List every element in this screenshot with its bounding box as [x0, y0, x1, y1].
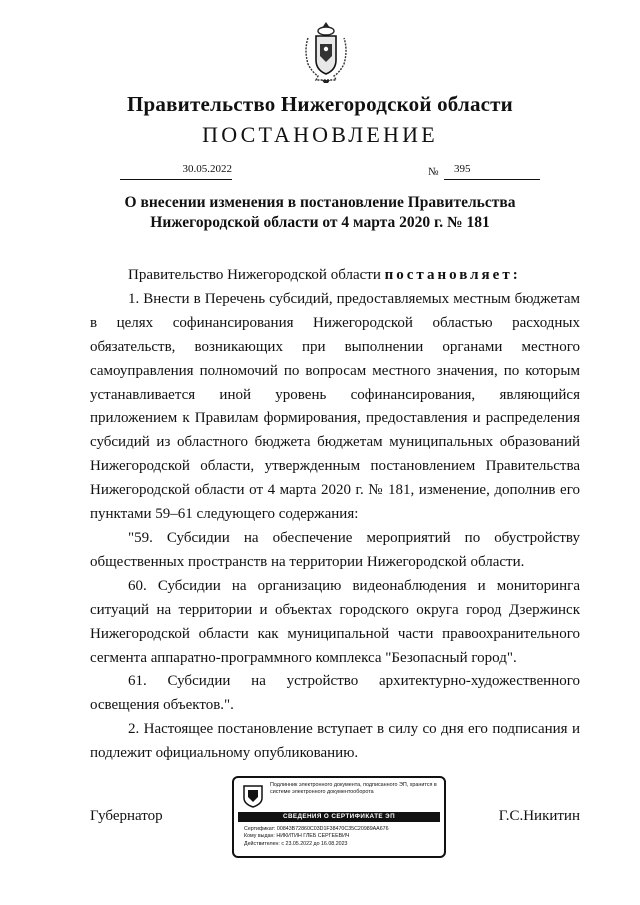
document-body [90, 264, 580, 766]
coat-of-arms-icon [302, 20, 350, 84]
paragraph-60: 60. Субсидии на организацию видеонаблюдения и мониторинга ситуаций на территории и объектах городского округа город Дзержинск Нижегородской области как муниципальной части правоохранительного сегмента аппаратно-программного комплекса "Безопасный город". [90, 577, 580, 666]
document-date: 30.05.2022 [120, 163, 232, 180]
organization-title: Правительство Нижегородской области [127, 92, 513, 116]
preamble [90, 264, 580, 288]
document-number-field [444, 163, 540, 180]
preamble-prefix: Правительство Нижегородской области [128, 267, 385, 283]
paragraph-2: 2. Настоящее постановление вступает в силу со дня его подписания и подлежит официальному опубликованию. [90, 721, 580, 762]
certificate-validity: Действителен: с 23.05.2022 до 16.08.2023 [244, 840, 348, 847]
document-type: ПОСТАНОВЛЕНИЕ [202, 122, 438, 147]
stamp-note: Подлинник электронного документа, подписанного ЭП, хранится в системе электронного документооборота [270, 782, 437, 795]
stamp-title: СВЕДЕНИЯ О СЕРТИФИКАТЕ ЭП [238, 812, 440, 822]
number-sign: № [428, 166, 439, 178]
paragraph-61: 61. Субсидии на устройство архитектурно-художественного освещения объектов.". [90, 673, 580, 714]
paragraph-59: "59. Субсидии на обеспечение мероприятий по обустройству общественных пространств на территории Нижегородской области. [90, 529, 580, 570]
region-emblem-icon [242, 784, 264, 808]
electronic-signature-stamp [232, 776, 446, 858]
document-number: 395 [454, 163, 471, 175]
signer-position: Губернатор [90, 808, 163, 824]
certificate-serial: Сертификат: 00843B72860C03D1F38470C35C20989AA676 [244, 826, 389, 832]
certificate-details [244, 826, 439, 848]
paragraph-1: 1. Внести в Перечень субсидий, предоставляемых местным бюджетам в целях софинансирования Нижегородской областью расходных обязательств, возникающих при выполнении органами местного самоуправления полномочий по вопросам местного значения, по которым устанавливается иной уровень софинансирования, являющийся приложением к Правилам формирования, предоставления и распределения субсидий из областного бюджета бюджетам муниципальных образований Нижегородской области, утвержденным постановлением Правительства Нижегородской области от 4 марта 2020 г. № 181, изменение, дополнив его пунктами 59–61 следующего содержания: [90, 290, 580, 523]
signer-name: Г.С.Никитин [498, 808, 580, 824]
preamble-action: постановляет: [384, 267, 521, 283]
subject-line-2: Нижегородской области от 4 марта 2020 г. № 181 [150, 214, 490, 231]
subject-line-1: О внесении изменения в постановление Правительства [124, 194, 516, 211]
certificate-owner: Кому выдан: НИКИТИН ГЛЕБ СЕРГЕЕВИЧ [244, 833, 350, 840]
document-subject [60, 193, 580, 233]
